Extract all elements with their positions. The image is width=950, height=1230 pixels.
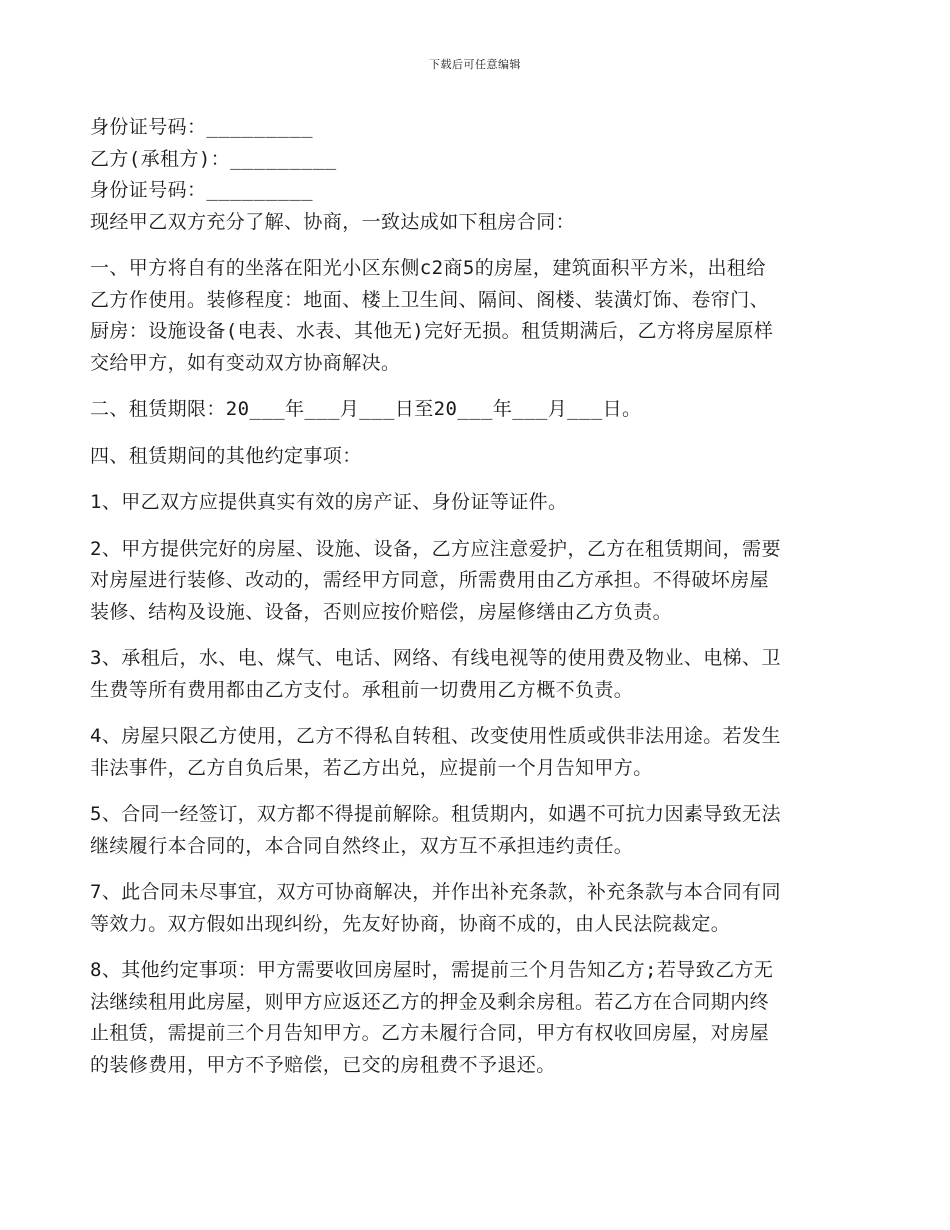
clause-line: 等效力。双方假如出现纠纷，先友好协商，协商不成的，由人民法院裁定。: [90, 912, 731, 935]
id-number-field-1: 身份证号码：_________: [90, 116, 313, 138]
clause-line: 的装修费用，甲方不予赔偿，已交的房租费不予退还。: [90, 1053, 556, 1076]
clause-line: 5、合同一经签订，双方都不得提前解除。租赁期内，如遇不可抗力因素导致无法: [90, 803, 781, 825]
clause-line: 止租赁，需提前三个月告知甲方。乙方未履行合同，甲方有权收回房屋，对房屋: [90, 1022, 770, 1044]
clause-line: 2、甲方提供完好的房屋、设施、设备，乙方应注意爱护，乙方在租赁期间，需要: [90, 537, 781, 560]
clause-line: 生费等所有费用都由乙方支付。承租前一切费用乙方概不负责。: [90, 678, 634, 701]
item-4: [90, 721, 865, 784]
clause-line: 4、房屋只限乙方使用，乙方不得私自转租、改变使用性质或供非法用途。若发生: [90, 725, 781, 747]
clause-4-heading: [90, 441, 865, 473]
item-2: [90, 534, 865, 629]
clause-line: 乙方作使用。装修程度：地面、楼上卫生间、隔间、阁楼、装潢灯饰、卷帘门、: [90, 288, 770, 311]
id-number-field-2: 身份证号码：_________: [90, 179, 313, 201]
intro-statement: 现经甲乙双方充分了解、协商，一致达成如下租房合同：: [90, 210, 576, 233]
clause-line: 继续履行本合同的，本合同自然终止，双方互不承担违约责任。: [90, 834, 634, 857]
clause-line: 7、此合同未尽事宜，双方可协商解决，并作出补充条款，补充条款与本合同有同: [90, 881, 781, 903]
clause-line: 1、甲乙双方应提供真实有效的房产证、身份证等证件。: [90, 491, 568, 513]
clause-line: 8、其他约定事项：甲方需要收回房屋时，需提前三个月告知乙方;若导致乙方无: [90, 959, 774, 981]
item-5: [90, 799, 865, 862]
party-b-field: 乙方(承租方)：_________: [90, 147, 337, 170]
clause-line: 法继续租用此房屋，则甲方应返还乙方的押金及剩余房租。若乙方在合同期内终: [90, 990, 770, 1013]
clause-2-lease-term: [90, 394, 865, 426]
clause-line: 装修、结构及设施、设备，否则应按价赔偿，房屋修缮由乙方负责。: [90, 600, 673, 623]
clause-line: 四、租赁期间的其他约定事项：: [90, 444, 362, 467]
item-3: [90, 643, 865, 706]
clause-line: 3、承租后，水、电、煤气、电话、网络、有线电视等的使用费及物业、电梯、卫: [90, 647, 781, 669]
clause-line: 对房屋进行装修、改动的，需经甲方同意，所需费用由乙方承担。不得破坏房屋: [90, 569, 770, 591]
item-1: [90, 487, 865, 519]
clause-line: 交给甲方，如有变动双方协商解决。: [90, 351, 401, 374]
clause-line: 厨房：设施设备(电表、水表、其他无)完好无损。租赁期满后，乙方将房屋原样: [90, 320, 774, 342]
clause-1: [90, 253, 865, 379]
clause-line: 一、甲方将自有的坐落在阳光小区东侧c2商5的房屋，建筑面积平方米，出租给: [90, 257, 766, 279]
item-7: [90, 877, 865, 940]
page-header: 下载后可任意编辑: [429, 58, 521, 71]
clause-line: 二、租赁期限：20___年___月___日至20___年___月___日。: [90, 398, 642, 420]
contract-body: [90, 112, 865, 1096]
item-8: [90, 955, 865, 1081]
clause-line: 非法事件，乙方自负后果，若乙方出兑，应提前一个月告知甲方。: [90, 756, 653, 779]
